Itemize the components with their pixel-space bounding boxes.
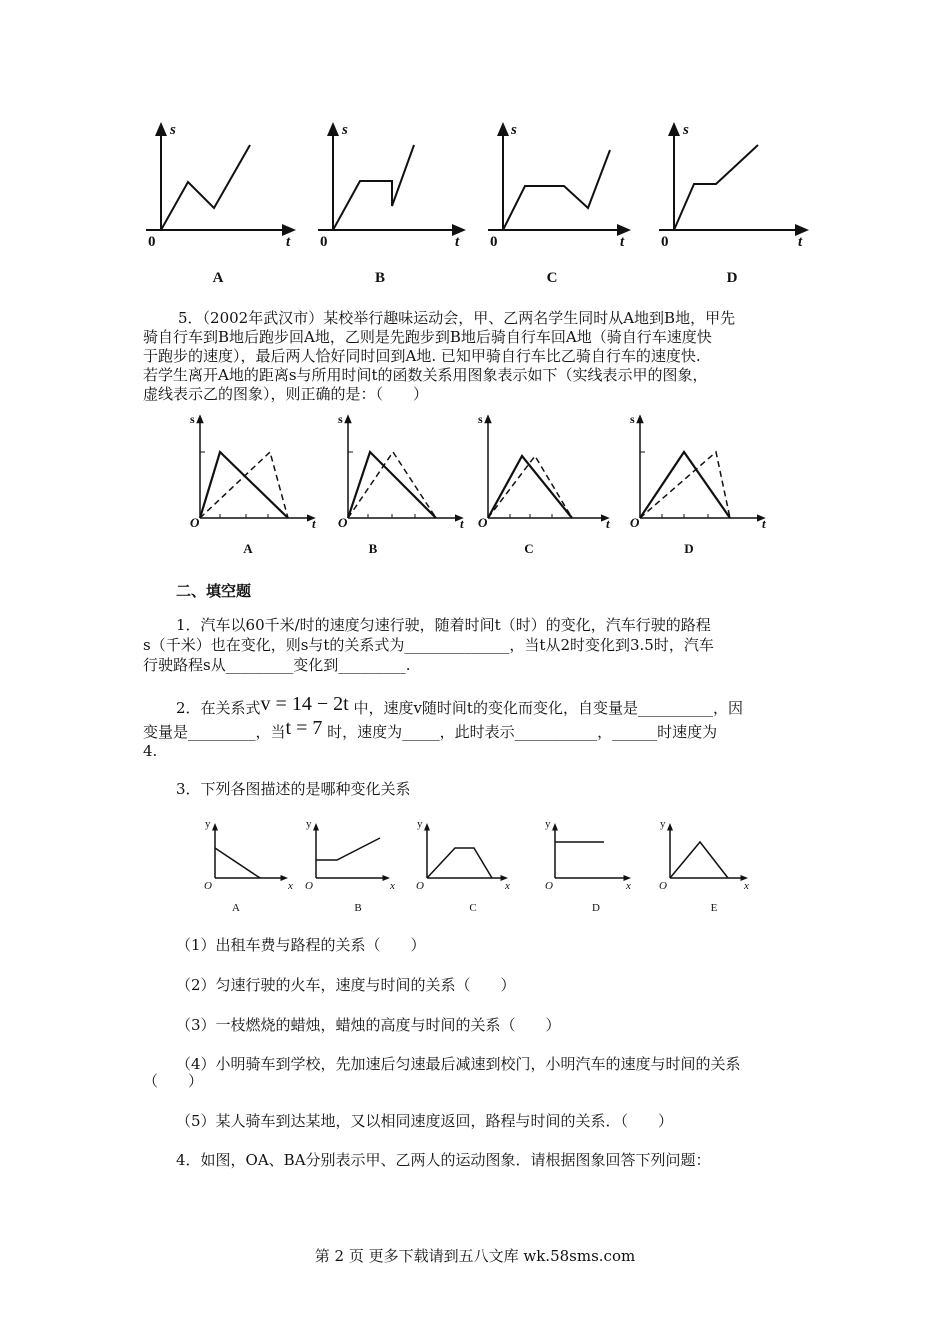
q5-caption-b: B [368, 541, 378, 556]
q5-origin-d: O [630, 515, 640, 530]
axis-s-label-a: s [170, 122, 176, 138]
f3-graph-c [427, 826, 505, 878]
f3-origin-c: O [416, 880, 424, 892]
f3-axis-y-e: y [660, 818, 666, 830]
top-caption-a: A [212, 270, 224, 286]
q5-axis-t-b: t [460, 516, 464, 531]
q5-graph-a [200, 418, 312, 518]
axis-t-label-d: t [798, 234, 803, 250]
f2-line2a: 变量是_________，当 [143, 723, 286, 741]
q5-axis-s-b: s [338, 412, 343, 426]
item-1: （1）出租车费与路程的关系（ ） [176, 936, 426, 954]
f2-formula-2: t = 7 [285, 717, 323, 739]
q5-axis-s-a: s [190, 412, 195, 426]
q5-axis-t-a: t [312, 516, 316, 531]
axis-t-label-c: t [620, 234, 625, 250]
f3-origin-a: O [204, 880, 212, 892]
top-caption-d: D [726, 270, 738, 286]
f3-axis-x-c: x [505, 880, 510, 892]
f3-caption-e: E [710, 902, 718, 914]
q5-graph-c [488, 418, 606, 518]
q5-caption-c: C [524, 541, 534, 556]
f3-axis-x-d: x [626, 880, 631, 892]
f3-axis-y-a: y [205, 818, 211, 830]
q5-axis-t-c: t [606, 516, 610, 531]
top-graph-c [488, 128, 625, 230]
f3-axis-x-a: x [288, 880, 293, 892]
q5-line-5: 虚线表示乙的图象），则正确的是：（ ） [143, 385, 429, 403]
f3-graph-e [670, 826, 745, 878]
q5-line-3: 于跑步的速度），最后两人恰好同时回到A地. 已知甲骑自行车比乙骑自行车的速度快. [143, 347, 701, 365]
f3-caption-d: D [592, 902, 600, 914]
f1-line-2: s（千米）也在变化，则s与t的关系式为______________，当t从2时变化到3.5时，汽车 [143, 636, 714, 654]
item-4b: （ ） [143, 1072, 204, 1090]
f2-pre: 2．在关系式 [176, 699, 261, 717]
f3-axis-y-b: y [306, 818, 312, 830]
f3-axis-x-e: x [744, 880, 749, 892]
q5-axis-s-c: s [478, 412, 483, 426]
origin-label-b: 0 [320, 234, 328, 250]
q5-line-1: 5．（2002年武汉市）某校举行趣味运动会，甲、乙两名学生同时从A地到B地，甲先 [178, 309, 736, 327]
f3-text: 3．下列各图描述的是哪种变化关系 [176, 780, 411, 798]
f2-formula-1: v = 14 − 2t [260, 693, 349, 715]
section-heading-fill-in: 二、填空题 [176, 582, 252, 600]
top-graph-d [659, 128, 803, 230]
axis-s-label-c: s [511, 122, 517, 138]
q5-origin-b: O [338, 515, 348, 530]
q5-origin-a: O [190, 515, 200, 530]
q5-caption-d: D [684, 541, 694, 556]
f2-line2b: 时，速度为_____，此时表示___________，______时速度为 [327, 723, 718, 741]
f3-graph-d [555, 826, 628, 878]
f1-line-1: 1．汽车以60千米/时的速度匀速行驶，随着时间t（时）的变化，汽车行驶的路程 [176, 616, 711, 634]
top-caption-c: C [546, 270, 558, 286]
q5-axis-s-d: s [630, 412, 635, 426]
item-3: （3）一枝燃烧的蜡烛，蜡烛的高度与时间的关系（ ） [176, 1016, 561, 1034]
top-graph-b [318, 128, 460, 230]
axis-t-label-b: t [455, 234, 460, 250]
f2-mid: 中，速度v随时间t的变化而变化，自变量是__________，因 [353, 699, 743, 717]
f3-caption-c: C [469, 902, 477, 914]
q5-graph-b [348, 418, 460, 518]
top-caption-b: B [374, 270, 385, 286]
axis-t-label-a: t [286, 234, 291, 250]
f4-text: 4．如图，OA、BA分别表示甲、乙两人的运动图象．请根据图象回答下列问题： [176, 1151, 711, 1169]
f3-axis-y-c: y [417, 818, 423, 830]
f3-caption-a: A [232, 902, 240, 914]
q5-graphs-svg [0, 410, 950, 550]
item-5: （5）某人骑车到达某地，又以相同速度返回，路程与时间的关系．（ ） [176, 1112, 674, 1130]
f3-caption-b: B [354, 902, 362, 914]
f3-axis-x-b: x [390, 880, 395, 892]
q5-graph-d [640, 418, 762, 518]
item-2: （2）匀速行驶的火车，速度与时间的关系（ ） [176, 976, 516, 994]
f2-line-3: 4. [143, 742, 158, 760]
page-footer: 第 2 页 更多下载请到五八文库 wk.58sms.com [314, 1247, 636, 1265]
q5-caption-a: A [243, 541, 253, 556]
f3-origin-d: O [545, 880, 553, 892]
f3-origin-b: O [305, 880, 313, 892]
axis-s-label-d: s [683, 122, 689, 138]
origin-label-d: 0 [661, 234, 669, 250]
f3-origin-e: O [659, 880, 667, 892]
f3-graph-a [215, 826, 285, 878]
f2-line-2 [143, 717, 718, 742]
item-4a: （4）小明骑车到学校，先加速后匀速最后减速到校门，小明汽车的速度与时间的关系 [176, 1055, 741, 1073]
origin-label-c: 0 [490, 234, 498, 250]
origin-label-a: 0 [148, 234, 156, 250]
f1-line-3: 行驶路程s从_________变化到_________. [143, 656, 411, 674]
q5-axis-t-d: t [762, 516, 766, 531]
axis-s-label-b: s [342, 122, 348, 138]
f2-line-1 [176, 693, 743, 718]
top-graphs-svg [0, 110, 950, 310]
q5-origin-c: O [478, 515, 488, 530]
f3-graph-b [316, 826, 387, 878]
top-graph-a [146, 128, 290, 230]
f3-axis-y-d: y [545, 818, 551, 830]
q5-line-4: 若学生离开A地的距离s与所用时间t的函数关系用图象表示如下（实线表示甲的图象， [143, 366, 708, 384]
q5-line-2: 骑自行车到B地后跑步回A地，乙则是先跑步到B地后骑自行车回A地（骑自行车速度快 [143, 328, 712, 346]
